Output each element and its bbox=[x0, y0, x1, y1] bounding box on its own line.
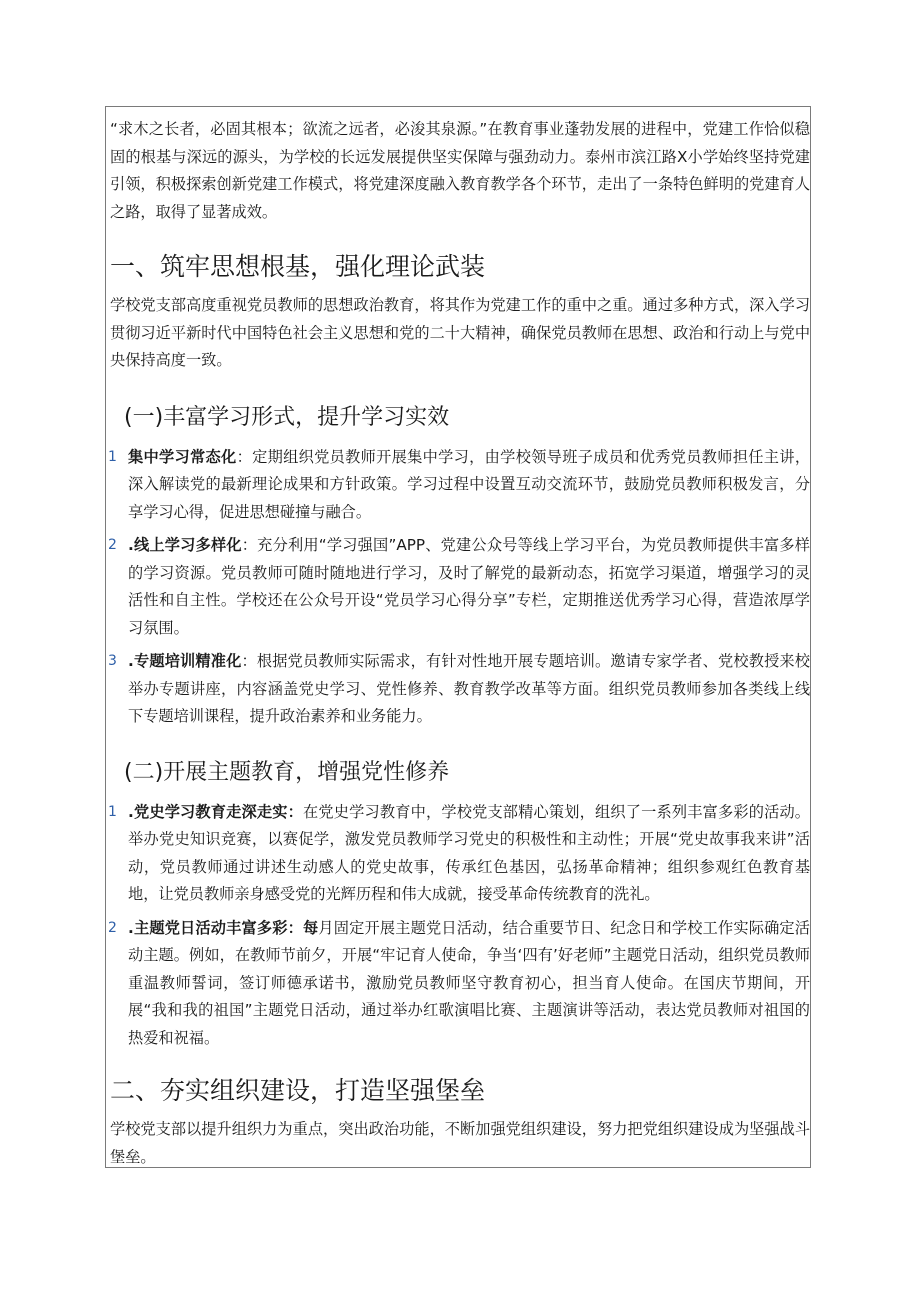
list-item bbox=[110, 799, 810, 909]
list-item bbox=[110, 915, 810, 1053]
list-item bbox=[110, 532, 810, 642]
list-number: 2 bbox=[108, 537, 117, 553]
list-number: 1 bbox=[108, 803, 117, 820]
subsection-1-heading: (一)丰富学习形式，提升学习实效 bbox=[124, 404, 450, 430]
item-lead: 集中学习常态化 bbox=[128, 447, 237, 466]
list-number: 1 bbox=[108, 448, 117, 465]
intro-paragraph: “求木之长者，必固其根本；欲流之远者，必浚其泉源。”在教育事业蓬勃发展的进程中，党建工作恰似稳固的根基与深远的源头，为学校的长远发展提供坚实保障与强劲动力。泰州市滨江路X小学始终坚持党建引领，积极探索创新党建工作模式，将党建深度融入教育教学各个环节，走出了一条特色鲜明的党建育人之路，取得了显著成效。 bbox=[110, 120, 810, 221]
list-number: 3 bbox=[108, 653, 117, 669]
section-1-paragraph: 学校党支部高度重视党员教师的思想政治教育，将其作为党建工作的重中之重。通过多种方式，深入学习贯彻习近平新时代中国特色社会主义思想和党的二十大精神，确保党员教师在思想、政治和行动上与党中央保持高度一致。 bbox=[110, 296, 810, 369]
section-2-heading: 二、夯实组织建设，打造坚强堡垒 bbox=[110, 1076, 486, 1105]
item-lead: .线上学习多样化 bbox=[128, 536, 242, 554]
list-item bbox=[110, 444, 810, 527]
item-lead: .主题党日活动丰富多彩：每 bbox=[128, 918, 319, 937]
item-text: 月固定开展主题党日活动，结合重要节日、纪念日和学校工作实际确定活动主题。例如，在教师节前夕，开展“牢记育人使命，争当‘四有’好老师”主题党日活动，组织党员教师重温教师誓词，签订师德承诺书，激励党员教师坚守教育初心，担当育人使命。在国庆节期间，开展“我和我的祖国”主题党日活动，通过举办红歌演唱比赛、主题演讲等活动，表达党员教师对祖国的热爱和祝福。 bbox=[128, 918, 810, 1047]
item-text: ：根据党员教师实际需求，有针对性地开展专题培训。邀请专家学者、党校教授来校举办专题讲座，内容涵盖党史学习、党性修养、教育教学改革等方面。组织党员教师参加各类线上线下专题培训课程，提升政治素养和业务能力。 bbox=[128, 652, 810, 725]
item-text: 在党史学习教育中，学校党支部精心策划，组织了一系列丰富多彩的活动。举办党史知识竞赛，以赛促学，激发党员教师学习党史的积极性和主动性；开展“党史故事我来讲”活动，党员教师通过讲述生动感人的党史故事，传承红色基因，弘扬革命精神；组织参观红色教育基地，让党员教师亲身感受党的光辉历程和伟大成就，接受革命传统教育的洗礼。 bbox=[128, 802, 810, 903]
list-number: 2 bbox=[108, 919, 117, 936]
subsection-2-heading: (二)开展主题教育，增强党性修养 bbox=[124, 759, 450, 785]
item-text: ：充分利用“学习强国”APP、党建公众号等线上学习平台，为党员教师提供丰富多样的学习资源。党员教师可随时随地进行学习，及时了解党的最新动态，拓宽学习渠道，增强学习的灵活性和自主性。学校还在公众号开设“党员学习心得分享”专栏，定期推送优秀学习心得，营造浓厚学习氛围。 bbox=[128, 536, 810, 637]
list-item bbox=[110, 648, 810, 731]
section-1-heading: 一、筑牢思想根基，强化理论武装 bbox=[110, 252, 486, 281]
document-body bbox=[110, 116, 810, 1171]
item-lead: .专题培训精准化 bbox=[128, 652, 242, 670]
item-lead: .党史学习教育走深走实： bbox=[128, 802, 304, 821]
item-text: ：定期组织党员教师开展集中学习，由学校领导班子成员和优秀党员教师担任主讲，深入解读党的最新理论成果和方针政策。学习过程中设置互动交流环节，鼓励党员教师积极发言，分享学习心得，促进思想碰撞与融合。 bbox=[128, 447, 811, 521]
section-2-paragraph: 学校党支部以提升组织力为重点，突出政治功能，不断加强党组织建设，努力把党组织建设成为坚强战斗堡垒。 bbox=[110, 1120, 810, 1166]
